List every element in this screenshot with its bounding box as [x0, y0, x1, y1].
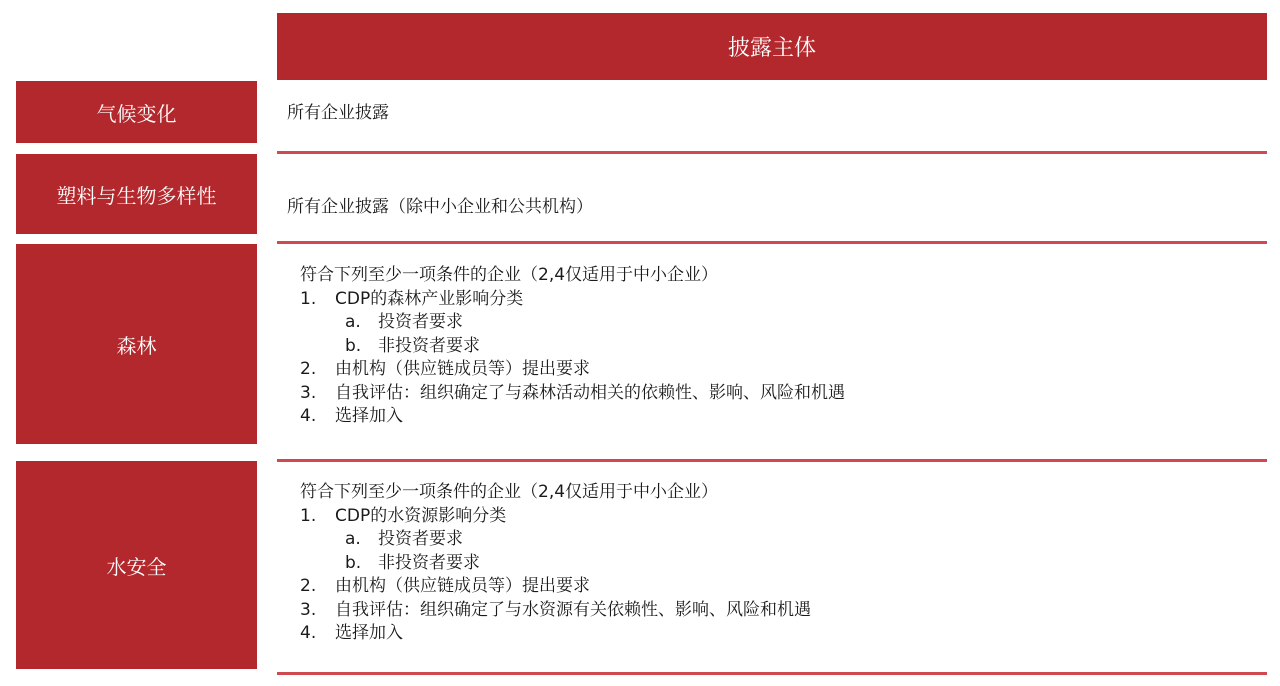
category-forest	[16, 244, 257, 444]
sub-item-text: 非投资者要求	[378, 335, 480, 356]
sub-item	[300, 528, 811, 552]
item-text: 自我评估：组织确定了与水资源有关依赖性、影响、风险和机遇	[335, 599, 811, 620]
sub-item-letter: a.	[345, 312, 361, 332]
sub-item-letter: b.	[345, 552, 362, 573]
item-number: 3.	[300, 599, 317, 620]
list-item	[300, 622, 811, 646]
item-number: 3.	[300, 382, 317, 403]
item-number: 1.	[300, 288, 317, 309]
sub-item-letter: a.	[345, 529, 361, 549]
criteria-intro: 符合下列至少一项条件的企业（2,4仅适用于中小企业）	[300, 265, 719, 285]
list-item	[300, 575, 811, 599]
sub-item-text: 投资者要求	[378, 529, 463, 549]
row-divider	[277, 241, 1267, 244]
row-content-forest	[300, 264, 845, 429]
item-text: 自我评估：组织确定了与森林活动相关的依赖性、影响、风险和机遇	[335, 382, 845, 403]
category-water-security	[16, 461, 257, 669]
category-label: 气候变化	[96, 101, 177, 126]
item-number: 2.	[300, 359, 317, 379]
item-number: 4.	[300, 406, 317, 426]
list-item	[300, 505, 811, 529]
row-divider	[277, 672, 1267, 675]
item-text: 选择加入	[335, 406, 403, 426]
item-text: 由机构（供应链成员等）提出要求	[335, 576, 590, 596]
category-label: 水安全	[106, 554, 167, 579]
criteria-intro: 符合下列至少一项条件的企业（2,4仅适用于中小企业）	[300, 482, 719, 502]
list-item	[300, 405, 845, 429]
row-divider	[277, 151, 1267, 154]
category-label: 森林	[116, 333, 157, 358]
sub-item	[300, 335, 845, 359]
header-title: 披露主体	[727, 36, 816, 61]
sub-item-text: 投资者要求	[378, 312, 463, 332]
list-item	[300, 288, 845, 312]
item-number: 4.	[300, 623, 317, 643]
category-label: 塑料与生物多样性	[56, 183, 217, 208]
list-item	[300, 599, 811, 623]
sub-item	[300, 552, 811, 576]
row-divider	[277, 459, 1267, 462]
item-number: 2.	[300, 576, 317, 596]
category-plastics-biodiversity	[16, 154, 257, 234]
sub-item	[300, 311, 845, 335]
row-content-water	[300, 481, 811, 646]
list-item	[300, 358, 845, 382]
row-text-plastics: 所有企业披露（除中小企业和公共机构）	[287, 197, 593, 217]
item-text: CDP的森林产业影响分类	[335, 288, 524, 309]
list-item	[300, 382, 845, 406]
row-text-climate: 所有企业披露	[287, 103, 389, 123]
sub-item-letter: b.	[345, 335, 362, 356]
category-climate	[16, 81, 257, 143]
item-text: CDP的水资源影响分类	[335, 505, 507, 526]
item-text: 选择加入	[335, 623, 403, 643]
item-text: 由机构（供应链成员等）提出要求	[335, 359, 590, 379]
table-header	[277, 13, 1267, 80]
item-number: 1.	[300, 505, 317, 526]
sub-item-text: 非投资者要求	[378, 552, 480, 573]
